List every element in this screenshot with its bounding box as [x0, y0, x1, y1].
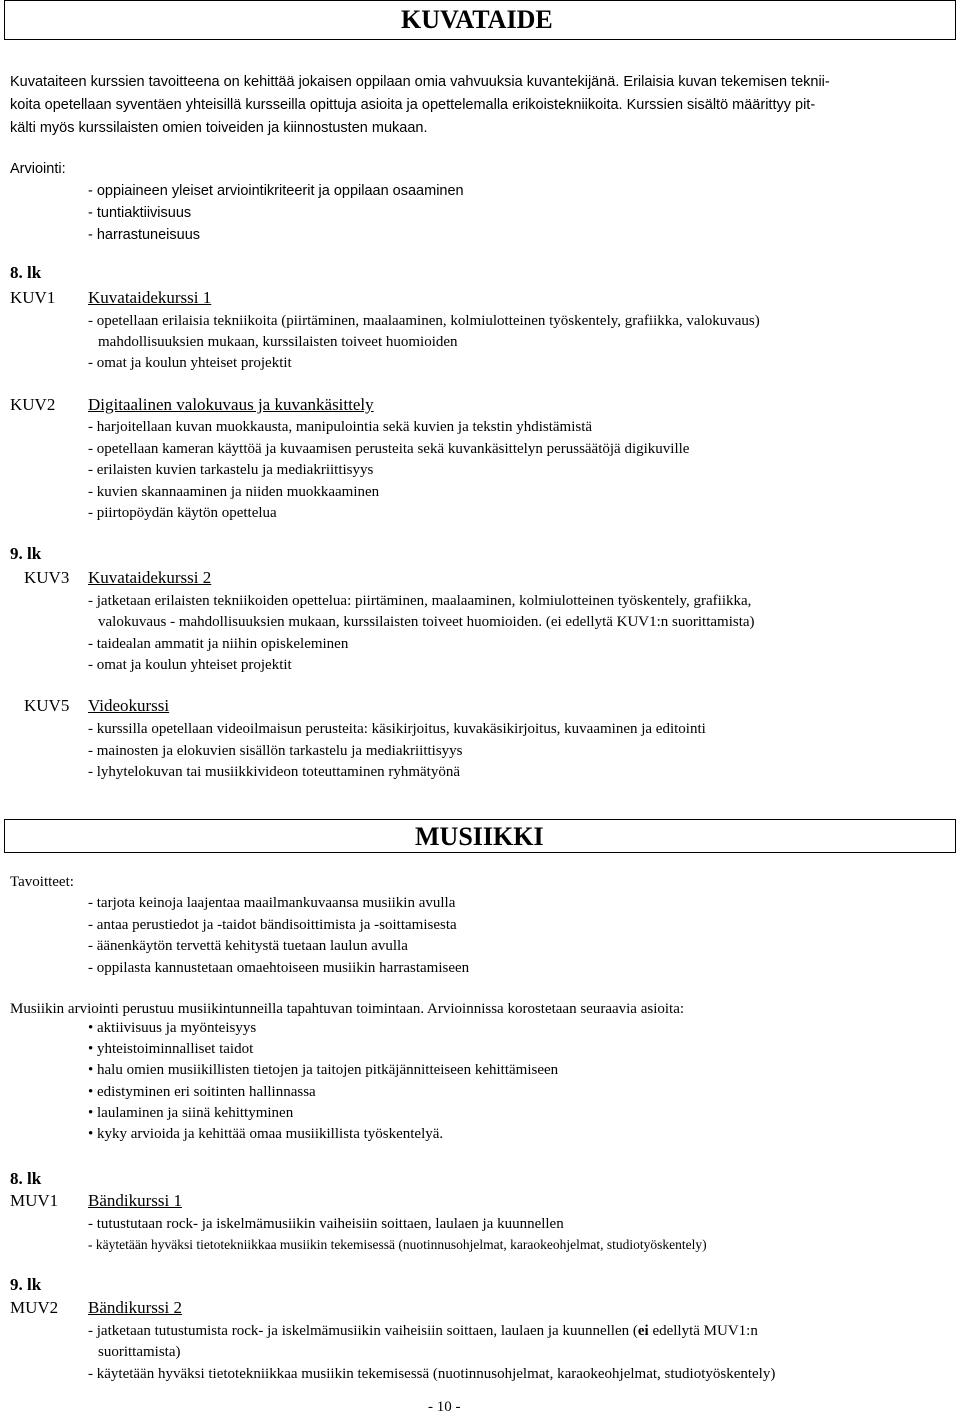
tavoitteet-item: - antaa perustiedot ja -taidot bändisoittimista ja -soittamisesta — [88, 917, 457, 933]
course-line-text: - jatketaan tutustumista rock- ja iskelmämusiikin vaiheisiin soittaen, laulaen ja kuunnellen ( — [88, 1323, 638, 1339]
course-code: KUV2 — [10, 395, 56, 414]
course-line: - opetellaan erilaisia tekniikoita (piirtäminen, maalaaminen, kolmiulotteinen työskentely, grafiikka, valokuvaus) — [88, 313, 760, 329]
course-line: - kurssilla opetellaan videoilmaisun perusteita: käsikirjoitus, kuvakäsikirjoitus, kuvaaminen ja editointi — [88, 721, 706, 737]
course-name: Bändikurssi 2 — [88, 1298, 182, 1317]
arviointi-item: - oppiaineen yleiset arviointikriteerit ja oppilaan osaaminen — [88, 183, 464, 199]
list-item-text: laulaminen ja siinä kehittyminen — [97, 1104, 294, 1121]
course-line: - omat ja koulun yhteiset projektit — [88, 657, 292, 673]
tavoitteet-label: Tavoitteet: — [10, 874, 74, 890]
grade-heading: 9. lk — [10, 544, 42, 563]
kuvataide-title: KUVATAIDE — [401, 5, 553, 34]
course-name: Videokurssi — [88, 696, 170, 715]
course-name: Bändikurssi 1 — [88, 1191, 182, 1210]
bullet-icon: • — [88, 1062, 94, 1079]
course-line: - mainosten ja elokuvien sisällön tarkastelu ja mediakriittisyys — [88, 743, 463, 759]
course-code: MUV1 — [10, 1191, 59, 1210]
arviointi-item: - tuntiaktiivisuus — [88, 205, 192, 221]
course-line: - opetellaan kameran käyttöä ja kuvaamisen perusteita sekä kuvankäsittelyn perussäätöjä digikuville — [88, 441, 690, 457]
course-line: - kuvien skannaaminen ja niiden muokkaaminen — [88, 484, 380, 500]
course-line — [88, 1320, 758, 1342]
grade-heading: 8. lk — [10, 263, 42, 282]
tavoitteet-item: - tarjota keinoja laajentaa maailmankuvaansa musiikin avulla — [88, 895, 456, 911]
musiikki-title: MUSIIKKI — [415, 822, 544, 851]
list-item-text: aktiivisuus ja myönteisyys — [97, 1020, 257, 1036]
list-item — [88, 1039, 558, 1060]
course-line: - harjoitellaan kuvan muokkausta, manipulointia sekä kuvien ja tekstin yhdistämistä — [88, 419, 593, 435]
musiikki-arviointi-text: Musiikin arviointi perustuu musiikintunneilla tapahtuvan toimintaan. Arvioinnissa korostetaan seuraavia asioita: — [10, 1001, 685, 1017]
course-code: KUV3 — [24, 568, 70, 587]
course-line-emphasis: ei — [637, 1323, 649, 1339]
course-line: - käytetään hyväksi tietotekniikkaa musiikin tekemisessä (nuotinnusohjelmat, karaokeohjelmat, studiotyöskentely) — [88, 1366, 776, 1382]
course-line: - lyhytelokuvan tai musiikkivideon toteuttaminen ryhmätyönä — [88, 764, 461, 780]
musiikki-header-box — [4, 819, 956, 853]
course-code: KUV5 — [24, 696, 70, 715]
bullet-icon: • — [88, 1083, 94, 1100]
course-line: suorittamista) — [98, 1344, 181, 1360]
course-line: valokuvaus - mahdollisuuksien mukaan, kurssilaisten toiveet huomioiden. (ei edellytä KUV1:n suorittamista) — [98, 614, 755, 630]
list-item-text: edistyminen eri soitinten hallinnassa — [97, 1083, 316, 1100]
grade-heading: 9. lk — [10, 1275, 42, 1294]
list-item-text: yhteistoiminnalliset taidot — [97, 1041, 254, 1058]
course-line: - tutustutaan rock- ja iskelmämusiikin vaiheisiin soittaen, laulaen ja kuunnellen — [88, 1216, 564, 1232]
kuvataide-header-box — [4, 0, 956, 40]
course-line: - erilaisten kuvien tarkastelu ja mediakriittisyys — [88, 462, 374, 478]
course-code: MUV2 — [10, 1298, 59, 1317]
course-line: - omat ja koulun yhteiset projektit — [88, 355, 292, 371]
list-item — [88, 1060, 558, 1081]
course-code: KUV1 — [10, 288, 56, 307]
list-item-text: halu omien musiikillisten tietojen ja taitojen pitkäjännitteiseen kehittämiseen — [97, 1062, 559, 1079]
course-name: Kuvataidekurssi 2 — [88, 568, 212, 587]
grade-heading: 8. lk — [10, 1169, 42, 1188]
course-line-text: edellytä MUV1:n — [648, 1323, 758, 1339]
page-number: - 10 - — [428, 1399, 461, 1415]
tavoitteet-item: - äänenkäytön tervettä kehitystä tuetaan laulun avulla — [88, 938, 408, 954]
bullet-icon: • — [88, 1020, 94, 1036]
intro-line: Kuvataiteen kurssien tavoitteena on kehittää jokaisen oppilaan omia vahvuuksia kuvantekijänä. Erilaisia kuvan tekemisen teknii- — [10, 74, 830, 90]
bullet-icon: • — [88, 1125, 94, 1142]
arviointi-item: - harrastuneisuus — [88, 227, 201, 243]
intro-line: koita opetellaan syventäen yhteisillä kursseilla opittuja asioita ja opettelemalla erikoistekniikoita. Kurssien sisältö määrittyy pit- — [10, 97, 816, 113]
bullet-icon: • — [88, 1041, 94, 1058]
course-line: - taidealan ammatit ja niihin opiskeleminen — [88, 636, 349, 652]
tavoitteet-item: - oppilasta kannustetaan omaehtoiseen musiikin harrastamiseen — [88, 960, 470, 976]
course-line: mahdollisuuksien mukaan, kurssilaisten toiveet huomioiden — [98, 334, 458, 350]
list-item-text: kyky arvioida ja kehittää omaa musiikillista työskentelyä. — [97, 1125, 444, 1142]
course-name: Digitaalinen valokuvaus ja kuvankäsittely — [88, 395, 374, 414]
course-line: - piirtopöydän käytön opettelua — [88, 505, 277, 521]
list-item — [88, 1103, 558, 1124]
bullet-icon: • — [88, 1104, 94, 1121]
list-item — [88, 1124, 558, 1145]
arviointi-bullet-list — [88, 1018, 558, 1145]
intro-line: kälti myös kurssilaisten omien toiveiden ja kiinnostusten mukaan. — [10, 120, 428, 136]
arviointi-label: Arviointi: — [10, 161, 66, 177]
list-item — [88, 1018, 558, 1039]
list-item — [88, 1082, 558, 1103]
course-name: Kuvataidekurssi 1 — [88, 288, 212, 307]
course-line: - käytetään hyväksi tietotekniikkaa musiikin tekemisessä (nuotinnusohjelmat, karaokeohjelmat, studiotyöskentely) — [88, 1237, 707, 1252]
course-line: - jatketaan erilaisten tekniikoiden opettelua: piirtäminen, maalaaminen, kolmiulotteinen työskentely, grafiikka, — [88, 593, 752, 609]
